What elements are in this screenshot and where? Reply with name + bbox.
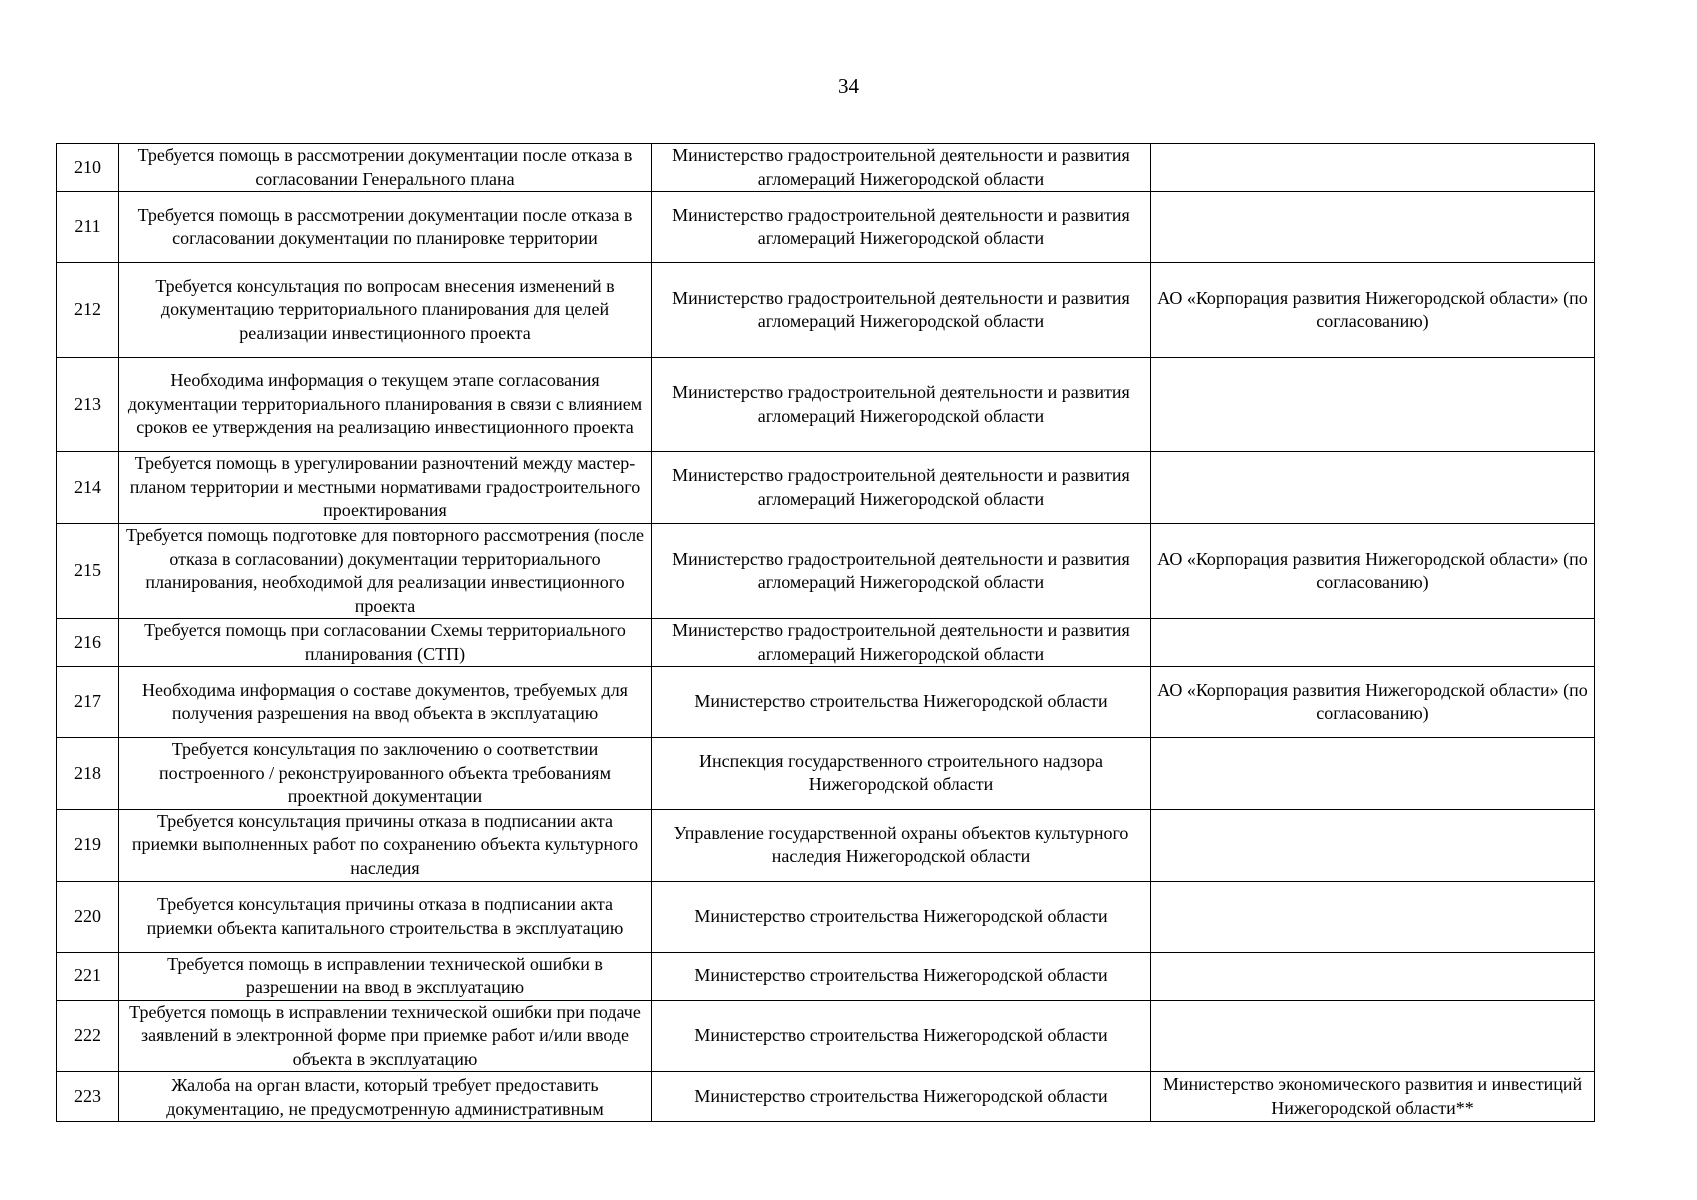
issue-cell xyxy=(119,1072,652,1122)
responsible-cell: Министерство градостроительной деятельности и развития агломераций Нижегородской области xyxy=(652,358,1151,452)
table-row xyxy=(57,452,1595,524)
responsible-cell: Министерство градостроительной деятельности и развития агломераций Нижегородской области xyxy=(652,192,1151,263)
issue-cell: Требуется помощь в исправлении технической ошибки при подаче заявлений в электронной форме при приемке работ и/или вводе объекта в эксплуатацию xyxy=(119,1000,652,1072)
coexecutor-cell: АО «Корпорация развития Нижегородской области» (по согласованию) xyxy=(1151,263,1595,358)
coexecutor-cell xyxy=(1151,1000,1595,1072)
coexecutor-cell xyxy=(1151,144,1595,192)
table-row xyxy=(57,524,1595,619)
coexecutor-cell xyxy=(1151,452,1595,524)
row-number-cell: 211 xyxy=(57,192,119,263)
responsible-cell: Министерство строительства Нижегородской области xyxy=(652,1000,1151,1072)
responsible-cell: Министерство градостроительной деятельности и развития агломераций Нижегородской области xyxy=(652,619,1151,667)
coexecutor-cell xyxy=(1151,192,1595,263)
coexecutor-cell xyxy=(1151,358,1595,452)
issue-cell: Требуется консультация причины отказа в подписании акта приемки объекта капитального строительства в эксплуатацию xyxy=(119,881,652,952)
table-row xyxy=(57,192,1595,263)
issue-cell: Требуется консультация по заключению о соответствии построенного / реконструированного объекта требованиям проектной документации xyxy=(119,738,652,810)
coexecutor-cell xyxy=(1151,619,1595,667)
issue-cell: Требуется помощь подготовке для повторного рассмотрения (после отказа в согласовании) документации территориального планирования, необходимой для реализации инвестиционного проекта xyxy=(119,524,652,619)
table-row xyxy=(57,738,1595,810)
table-row xyxy=(57,667,1595,738)
issue-cell: Требуется помощь при согласовании Схемы территориального планирования (СТП) xyxy=(119,619,652,667)
table-row xyxy=(57,952,1595,1000)
issue-cell-text: Жалоба на орган власти, который требует предоставить документацию, не предусмотренную административным xyxy=(166,1075,604,1119)
row-number-cell: 214 xyxy=(57,452,119,524)
document-table xyxy=(56,143,1595,1122)
row-number-cell: 217 xyxy=(57,667,119,738)
page-number: 34 xyxy=(838,74,859,98)
row-number-cell: 213 xyxy=(57,358,119,452)
table-row xyxy=(57,263,1595,358)
coexecutor-cell: АО «Корпорация развития Нижегородской области» (по согласованию) xyxy=(1151,667,1595,738)
table-row xyxy=(57,1072,1595,1122)
issue-cell: Необходима информация о составе документов, требуемых для получения разрешения на ввод объекта в эксплуатацию xyxy=(119,667,652,738)
row-number-cell: 219 xyxy=(57,809,119,881)
row-number-cell: 218 xyxy=(57,738,119,810)
table-row xyxy=(57,1000,1595,1072)
row-number-cell: 210 xyxy=(57,144,119,192)
responsible-cell: Инспекция государственного строительного надзора Нижегородской области xyxy=(652,738,1151,810)
issue-cell: Требуется помощь в рассмотрении документации после отказа в согласовании документации по планировке территории xyxy=(119,192,652,263)
issue-cell: Требуется консультация причины отказа в подписании акта приемки выполненных работ по сохранению объекта культурного наследия xyxy=(119,809,652,881)
coexecutor-cell xyxy=(1151,809,1595,881)
responsible-cell: Министерство строительства Нижегородской области xyxy=(652,952,1151,1000)
coexecutor-cell xyxy=(1151,952,1595,1000)
issue-cell: Требуется помощь в урегулировании разночтений между мастер-планом территории и местными нормативами градостроительного проектирования xyxy=(119,452,652,524)
table-row xyxy=(57,619,1595,667)
row-number-cell: 221 xyxy=(57,952,119,1000)
issue-cell: Требуется помощь в рассмотрении документации после отказа в согласовании Генерального плана xyxy=(119,144,652,192)
row-number-cell: 216 xyxy=(57,619,119,667)
responsible-cell: Министерство градостроительной деятельности и развития агломераций Нижегородской области xyxy=(652,524,1151,619)
issue-cell: Требуется консультация по вопросам внесения изменений в документацию территориального планирования для целей реализации инвестиционного проекта xyxy=(119,263,652,358)
row-number-cell: 215 xyxy=(57,524,119,619)
table-row xyxy=(57,881,1595,952)
coexecutor-cell xyxy=(1151,881,1595,952)
issue-cell: Требуется помощь в исправлении технической ошибки в разрешении на ввод в эксплуатацию xyxy=(119,952,652,1000)
table-row xyxy=(57,809,1595,881)
responsible-cell: Министерство градостроительной деятельности и развития агломераций Нижегородской области xyxy=(652,144,1151,192)
responsible-cell: Министерство градостроительной деятельности и развития агломераций Нижегородской области xyxy=(652,452,1151,524)
table-row xyxy=(57,144,1595,192)
table-row xyxy=(57,358,1595,452)
row-number-cell: 223 xyxy=(57,1072,119,1122)
coexecutor-cell: Министерство экономического развития и инвестиций Нижегородской области** xyxy=(1151,1072,1595,1122)
coexecutor-cell: АО «Корпорация развития Нижегородской области» (по согласованию) xyxy=(1151,524,1595,619)
responsible-cell: Министерство строительства Нижегородской области xyxy=(652,667,1151,738)
responsible-cell: Министерство строительства Нижегородской области xyxy=(652,881,1151,952)
issue-cell: Необходима информация о текущем этапе согласования документации территориального планирования в связи с влиянием сроков ее утверждения на реализацию инвестиционного проекта xyxy=(119,358,652,452)
row-number-cell: 220 xyxy=(57,881,119,952)
responsible-cell: Министерство градостроительной деятельности и развития агломераций Нижегородской области xyxy=(652,263,1151,358)
row-number-cell: 212 xyxy=(57,263,119,358)
row-number-cell: 222 xyxy=(57,1000,119,1072)
responsible-cell: Управление государственной охраны объектов культурного наследия Нижегородской области xyxy=(652,809,1151,881)
coexecutor-cell xyxy=(1151,738,1595,810)
responsible-cell: Министерство строительства Нижегородской области xyxy=(652,1072,1151,1122)
